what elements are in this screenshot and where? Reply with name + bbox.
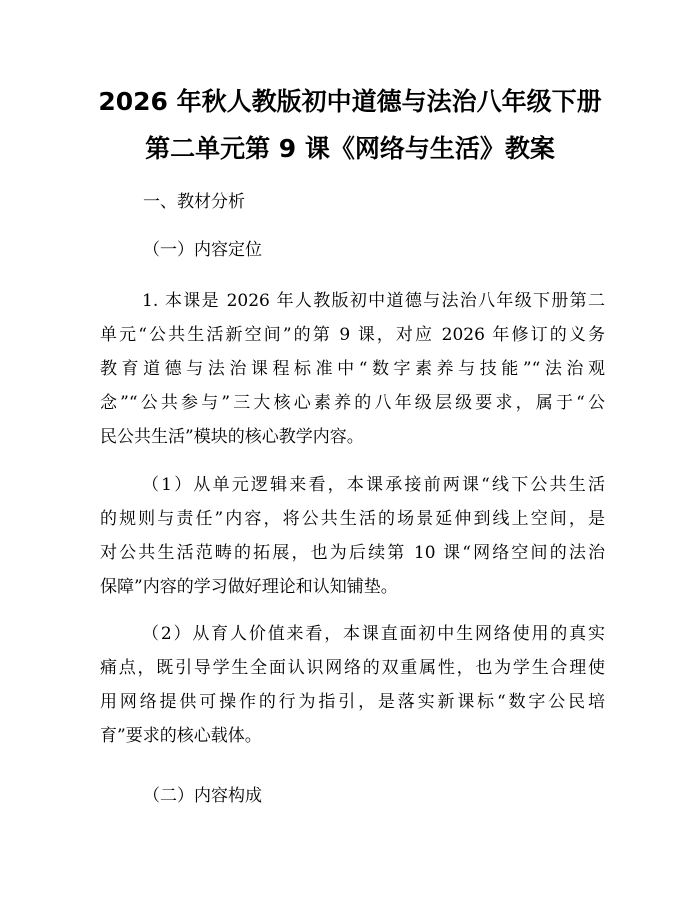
paragraph-line: 痛点，既引导学生全面认识网络的双重属性，也为学生合理使	[100, 658, 605, 678]
paragraph-educational-value	[100, 617, 605, 753]
paragraph-line: 保障”内容的学习做好理论和认知铺垫。	[100, 577, 398, 597]
paragraph-lesson-position	[100, 284, 605, 454]
paragraph-line: 对公共生活范畴的拓展，也为后续第 10 课“网络空间的法治	[100, 543, 605, 563]
document-title-line-2: 第二单元第 9 课《网络与生活》教案	[145, 134, 555, 163]
section-heading-textbook-analysis: 一、教材分析	[143, 192, 245, 212]
paragraph-line: 用网络提供可操作的行为指引，是落实新课标“数字公民培	[100, 692, 605, 712]
paragraph-line: （1）从单元逻辑来看，本课承接前两课“线下公共生活	[142, 475, 605, 495]
paragraph-unit-logic	[100, 468, 605, 604]
paragraph-line: 念”“公共参与”三大核心素养的八年级层级要求，属于“公	[100, 393, 605, 413]
subsection-heading-content-composition: （二）内容构成	[143, 786, 262, 806]
subsection-heading-content-positioning: （一）内容定位	[143, 240, 262, 260]
paragraph-line: 1. 本课是 2026 年人教版初中道德与法治八年级下册第二	[142, 291, 605, 311]
paragraph-line: 育”要求的核心载体。	[100, 726, 262, 746]
paragraph-line: （2）从育人价值来看，本课直面初中生网络使用的真实	[142, 624, 605, 644]
paragraph-line: 单元“公共生活新空间”的第 9 课，对应 2026 年修订的义务	[100, 325, 605, 345]
paragraph-line: 的规则与责任”内容，将公共生活的场景延伸到线上空间，是	[100, 509, 605, 529]
paragraph-line: 教育道德与法治课程标准中“数字素养与技能”“法治观	[100, 359, 605, 379]
document-title-line-1: 2026 年秋人教版初中道德与法治八年级下册	[98, 87, 602, 116]
paragraph-line: 民公共生活”模块的核心教学内容。	[100, 427, 364, 447]
